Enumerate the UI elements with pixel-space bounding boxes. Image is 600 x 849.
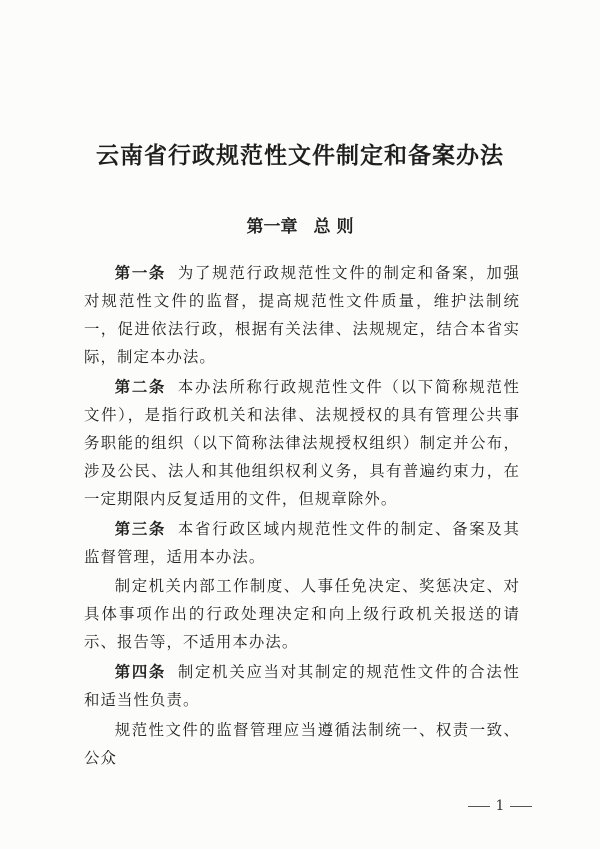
article-label: 第四条: [114, 663, 166, 681]
article-3-paragraph-2: [84, 572, 520, 656]
article-text: 为了规范行政规范性文件的制定和备案，加强对规范性文件的监督，提高规范性文件质量，维护法制统一，促进依法行政，根据有关法律、法规规定，结合本省实际，制定本办法。: [84, 264, 520, 366]
article-4-paragraph-2: [84, 716, 520, 772]
page-number-dash-left: [468, 806, 490, 807]
article-label: 第三条: [114, 520, 166, 538]
chapter-number: 第一章: [246, 217, 298, 237]
article-3: [84, 515, 520, 571]
page-number-dash-right: [510, 806, 532, 807]
page-number-value: 1: [495, 798, 505, 814]
chapter-name: 总 则: [313, 217, 354, 237]
chapter-heading: [0, 215, 600, 239]
article-label: 第一条: [114, 264, 166, 282]
page-number: [455, 796, 545, 816]
article-text: 本办法所称行政规范性文件（以下简称规范性文件），是指行政机关和法律、法规授权的具有管理公共事务职能的组织（以下简称法律法规授权组织）制定并公布，涉及公民、法人和其他组织权利义务，具有普遍约束力，在一定期限内反复适用的文件，但规章除外。: [84, 378, 520, 508]
article-text: 本省行政区域内规范性文件的制定、备案及其监督管理，适用本办法。: [84, 520, 520, 566]
paragraph-text: 制定机关内部工作制度、人事任免决定、奖惩决定、对具体事项作出的行政处理决定和向上级行政机关报送的请示、报告等，不适用本办法。: [84, 577, 520, 651]
article-2: [84, 373, 520, 513]
paragraph-text: 规范性文件的监督管理应当遵循法制统一、权责一致、公众: [84, 721, 520, 767]
article-4: [84, 658, 520, 714]
article-text: 制定机关应当对其制定的规范性文件的合法性和适当性负责。: [84, 663, 520, 709]
document-title: 云南省行政规范性文件制定和备案办法: [96, 142, 504, 169]
article-1: [84, 259, 520, 371]
article-label: 第二条: [114, 378, 166, 396]
